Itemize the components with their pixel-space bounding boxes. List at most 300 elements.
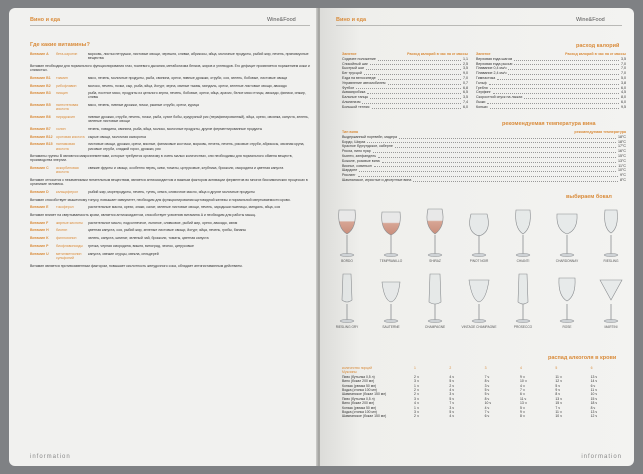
vitamin-sources: растительное масло, подсолнечное, льняное, оливковое, рыбий жир, орехи, авокадо, изюм [88,220,238,225]
row-label: Футбол [342,85,355,90]
dot-leader [388,81,461,85]
wine-glass-icon [554,272,580,324]
wine-glass [332,206,362,263]
alco-cell: 1 ч [414,383,419,388]
right-header-divider [336,25,622,26]
glass-label: BORDO [341,259,353,263]
row-label: Верховая езда шагом [476,56,513,61]
alco-cell: 11 ч [555,374,562,379]
row-label: Гольф [476,80,487,85]
vitamin-row [30,236,310,240]
alco-cell: 14 ч [590,379,598,384]
alco-cell: 18 ч [590,401,598,406]
vitamin-sources: молоко, печень, почки, сыр, рыба, яйца, йогурт, зерна, свиные тыквы, миндаль, орехи, зеленые листовые овощи, авокадо [88,83,287,88]
vitamin-row [30,91,310,99]
row-value: 5,0 [621,75,626,80]
vitamin-name: Витамин B1 [30,75,51,80]
row-label: Скоростной спуск на лыжах [476,95,523,100]
vitamin-row [30,135,310,139]
row-value: 17°С [617,144,626,149]
alco-table [342,366,626,419]
dot-leader [487,100,619,104]
row-value: 8,0 [621,95,626,100]
alco-header-cell: 1 [414,366,416,370]
row-value: 9,0 [463,71,468,76]
dot-leader [497,76,619,80]
dot-leader [370,62,461,66]
wine-glass-icon [510,272,536,324]
glass-label: MARTINI [604,325,618,329]
alco-cell: 2 ч [414,374,419,379]
row-value: 18°С [617,139,626,144]
alco-cell: 10 ч [519,379,527,384]
dot-leader [524,95,619,99]
glass-label: SAUTERNE [382,325,400,329]
temp-title: рекомендуемая температура вина [502,121,596,127]
alco-cell: 13 ч [555,396,562,401]
row-value: 10°С [617,168,626,173]
alco-cell: 8 ч [590,405,596,410]
alco-cell: 8 ч [484,396,490,401]
alco-row-label: Водка (стопка 100 мл) [342,410,377,415]
row-value: 16°С [617,149,626,154]
table-row [342,178,626,183]
alco-cell: 6 ч [590,383,596,388]
vitamin-name: Витамин B5 [30,103,51,108]
alco-cell: 4 ч [414,401,419,406]
vitamin-subname: бета-каротин [56,52,78,56]
alco-cell: 10 ч [484,401,492,406]
wine-glass [596,206,626,263]
wine-glass [376,206,406,263]
alco-cell: 3 ч [414,396,419,401]
row-value: 0,7 [463,80,468,85]
wine-glass [420,272,450,329]
row-label: Серфинг [476,90,491,95]
glass-label: ROSE [562,325,572,329]
wine-glass [376,272,406,329]
vitamin-sources: морковь, листья петрушки, листовые овощи, черешня, сливки, абрикосы, яйца, молочные продукты, рыбий жир, печень, пряновкусные вещества [88,52,309,61]
wine-glass-icon [422,272,448,324]
vitamin-subname: пангамовая кислота [56,142,75,151]
row-value: 7,4 [463,99,468,104]
vitamin-description: Витамин необходим для нормального функционирования глаз, тканевого дыхания, метаболизма белков, жиров и углеводов. Его дефицит проявляется поражением кожи и слизистых. [30,63,310,73]
wine-glass-icon [598,206,624,258]
vitamin-name: Витамин U [30,251,49,256]
alco-cell: 4 ч [519,383,525,388]
row-label: Гребля [476,85,488,90]
row-label: Кьянти, зинфандель [342,153,377,158]
alco-cell: 7 ч [519,388,525,393]
alco-cell: 3 ч [414,410,419,415]
dot-leader [367,140,616,144]
alco-cell: 3 ч [484,383,490,388]
vitamin-row [30,221,310,225]
dot-leader [490,105,619,109]
alco-cell: 2 ч [414,414,419,419]
dot-leader [490,86,619,90]
vitamin-sources: листовые овощи, дрожжи, орехи, мясные, финиковые косточки, морковь, печень, печень, рисовые отруби, абрикосы, овсяная крупа, рисовые отруби, сладкий горох, дрожжи, рис [88,142,305,151]
wine-glass-icon [378,272,404,324]
glass-label: RIESLING GRY [335,325,359,329]
alco-cell: 2 ч [414,392,419,397]
wine-glass [332,272,362,329]
alco-header-cell: 5 [555,366,558,370]
vitamin-row [30,103,310,111]
alco-row-label: Вино (бокал 200 мл) [342,379,375,384]
row-value: 6,0 [621,99,626,104]
vitamin-name: Витамин K [30,236,49,241]
alco-cell: 11 ч [519,396,527,401]
row-label: Сидячее положение [342,56,376,61]
row-value: 7,0 [621,61,626,66]
alco-cell: 15 ч [590,396,598,401]
alco-cell: 13 ч [590,410,598,415]
wine-glass-icon [510,206,536,258]
wine-glass [596,272,626,329]
glass-label: SHIRAZ [429,259,441,263]
vitamin-row [30,252,310,260]
alco-cell: 5 ч [449,396,454,401]
vitamin-sources: пивные дрожжи, отруби, печень, почки, рыба, сухие бобы, кукурузный рис (нерафинированный), яйца, орехи, овсянка, капуста, зелень, зеленые листовые овощи [88,115,309,124]
glass-label: PINOT NOIR [469,259,489,263]
glass-label: RIESLING [603,259,619,263]
vitamin-name: Витамин B6 [30,115,51,120]
dot-leader [364,71,461,75]
dot-leader [358,173,618,177]
vitamin-subname: филлохинон [56,236,77,241]
vitamin-description: Витамин является противоязвенным фактором, повышает кислотность желудочного сока, обладает антигистаминным действием. [30,263,243,268]
row-value: 9,5 [621,104,626,109]
row-label: Бальные танцы [342,95,369,100]
alco-cell: 9 ч [519,374,525,379]
vitamin-name: Витамин B12 [30,134,53,139]
vitamin-name: Витамин D [30,189,49,194]
dot-leader [378,76,461,80]
row-label: Божоле, розовые вина [342,158,380,163]
alco-cell: 7 ч [484,374,490,379]
vitamin-subname: аскорбиновая кислота [56,166,79,175]
wine-glass-icon [466,206,492,258]
dot-leader [395,144,616,148]
alco-row-label: Водка (стопка 100 мл) [342,388,377,393]
vitamin-sources: гречка, черная смородина, вишня, виноград, чеснок, цитрусовые [88,243,194,248]
dot-leader [399,135,616,139]
vitamin-name: Витамин P [30,243,49,248]
alco-cell: 5 ч [484,388,490,393]
alco-header-cell: 2 [449,366,452,370]
alco-cell: 4 ч [484,405,490,410]
alco-title: распад алкоголя в крови [548,355,617,361]
vitamin-description: Витамин влияет на свертываемость крови, является антиоксидантом, способствует усвоению витамина A и необходим для работы мышц. [30,213,256,218]
alco-row-label: Шампанское (бокал 150 мл) [342,392,387,397]
wine-glass-icon [422,206,448,258]
alco-header-cell: 4 [519,366,522,370]
vitamin-row [30,115,310,123]
alco-cell: 6 ч [519,392,525,397]
vitamin-sources: сырые овощи, молочная сыворотка [88,134,146,139]
alco-cell: 8 ч [484,379,490,384]
dot-leader [508,71,619,75]
vitamin-sources: рыбий жир, морепродукты, печень, тунец, семга, сливочное масло, яйца и другие молочные продукты [88,189,255,194]
row-label: Бордо, Шираз [342,139,366,144]
alco-cell: 12 ч [555,379,562,384]
row-label: Лыжи [476,99,486,104]
alco-cell: 1 ч [414,405,419,410]
left-header-section: Вино и еда [30,17,61,23]
alco-cell: 9 ч [555,388,560,393]
alco-cell: 11 ч [590,388,597,393]
row-label: Плавание 2,4 км/ч [476,71,507,76]
vitamin-description: Витамин относится к незаменимым питательным веществам, является антиоксидантом и важным фактором активации ферментов во многих биохимических процессах в организме человека. [30,178,308,187]
vitamin-sources: печень, говядина, свинина, рыба, яйца, молоко, молочные продукты, другие ферментированные продукты [88,126,263,131]
row-value: 18°С [617,134,626,139]
vitamin-sources: мясо, печень, молочные продукты, рыба, свинина, орехи, пивные дрожжи, отруби, соя, зелень, бобовые, листовые овощи [88,75,288,80]
vitamin-subname: пантотеновая кислота [56,103,79,112]
row-value: 7,0 [621,71,626,76]
alco-cell: 10 ч [555,414,562,419]
row-value: 6,5 [463,90,468,95]
row-value: 2,5 [463,61,468,66]
alco-row-label: Шампанское (бокал 150 мл) [342,414,387,419]
alco-cell: 5 ч [484,392,490,397]
vitamin-row [30,228,310,232]
alco-cell: 11 ч [555,410,562,415]
row-value: 9°С [619,173,626,178]
dot-leader [493,90,619,94]
alco-cell: 8 ч [519,414,525,419]
alco-cell: 6 ч [484,414,490,419]
dot-leader [514,57,619,61]
left-header-brand: Wine&Food [267,17,296,23]
right-header-section: Вино и еда [336,17,367,23]
left-page [9,8,318,466]
vitamin-list [30,52,310,271]
kcal-table-left: Занятие Расход калорий в час на кг массы Сидячее положение 1,1 Спокойный шаг 2,5 Быстрый шаг 3,5 Бег трусцой 9,0 Езда на велосипеде 7,0 Управление автомобилем 0,7 Футбол 6,8 Аквааэробика 6,5 Бальные танцы 3,5 Альпинизм 7,4 Большой теннис 6,0 [342,52,468,109]
vitamin-name: Витамин E [30,205,49,210]
vitamin-name: Витамин A [30,52,49,56]
row-label: Аквааэробика [342,90,366,95]
glass-label: CHIANTI [516,259,530,263]
vitamin-row [30,84,310,88]
vitamin-sources: цветная капуста, соя, рыбий жир, зеленые листовые овощи, йогурт, яйца, печень, грибы, бананы [88,228,246,233]
vitamin-subname: биотин [56,228,68,233]
vitamin-name: Витамин C [30,166,49,171]
row-label: Красное бургундское, каберне [342,144,393,149]
vitamin-row [30,190,310,194]
row-label: Бег трусцой [342,71,362,76]
vitamin-subname: ниацин [56,91,68,96]
dot-leader [378,154,616,158]
dot-leader [374,164,616,168]
alco-row-label: Вино (бокал 200 мл) [342,401,375,406]
wine-glass [552,272,582,329]
alco-cell: 5 ч [519,405,525,410]
vitamin-row [30,166,310,174]
row-value: 6,0 [621,85,626,90]
vitamin-description: Витамины группы B являются микроэлементами, которые требуются организму в очень малых количествах, они необходимы для нормального обмена веществ, производства энергии. [30,154,293,163]
dot-leader [359,168,616,172]
row-value: 8°С [619,177,626,182]
alco-subheader: Мужчины [342,370,357,375]
alco-cell: 7 ч [484,410,490,415]
row-value: 3,5 [463,66,468,71]
kcal-title: расход калорий [576,43,620,49]
vitamin-sources: свежие фрукты и овощи, особенно перец, киви, томаты, цитрусовые, клубника, брокколи, смородина и цветная капуста [88,166,284,171]
alco-cell: 7 ч [555,405,560,410]
vitamin-name: Витамин B15 [30,142,53,147]
table-row [476,105,626,110]
vitamin-name: Витамин H [30,228,49,233]
dot-leader [362,100,461,104]
row-label: Верховая езда рысью [476,61,513,66]
temp-table: Тип вина рекомендуемая температура Выдержанный портвейн, мадера 18°С Бордо, Шираз 18°С Красное бургундское, каберне 17°С Риоха, пино нуар 16°С Кьянти, зинфандель 15°С Божоле, розовые вина 13°С Вионье, совиньон 11°С Шардоне 10°С Рислинг 9°С Шампанское, игристые и десертные вина 8°С [342,130,626,182]
glass-label: PROSECCO [513,325,533,329]
dot-leader [370,95,461,99]
glasses-row-2 [332,272,626,329]
dot-leader [514,62,619,66]
vitamin-subname: холин [56,126,66,131]
row-label: Гимнастика [476,75,496,80]
row-value: 15°С [617,153,626,158]
left-footer: information [30,454,71,460]
vitamin-sources: зелень, капуста, шпинат, зеленый чай, брокколи, томаты, цветная капуста [88,236,209,241]
dot-leader [356,86,461,90]
alco-header-cell: 6 [590,366,593,370]
kcal-table-right: Занятие Расход калорий в час на кг массы Верховая езда шагом 3,5 Верховая езда рысью 7,0 Плавание 0,4 км/ч 7,0 Плавание 2,4 км/ч 7,0 Гимнастика 5,0 Гольф 3,8 Гребля 6,0 Серфинг 4,5 Скоростной спуск на лыжах 8,0 Лыжи 6,0 Коньки 9,5 [476,52,626,109]
row-label: Спокойный шаг [342,61,368,66]
glasses-row-1 [332,206,626,263]
wine-glass [420,206,450,263]
vitamin-name: Витамин B7 [30,126,51,131]
dot-leader [372,105,461,109]
row-label: Плавание 0,4 км/ч [476,66,507,71]
row-label: Управление автомобилем [342,80,386,85]
wine-glass-icon [378,206,404,258]
vitamin-subname: тиамин [56,75,68,80]
vitamin-sources: растительные масла, орехи, злаки, салат, зеленые листовые овощи, печень, зародыши пшеницы, миндаль, яйца, соя [88,205,281,210]
wine-glass [508,206,538,263]
alco-cell: 2 ч [449,383,454,388]
alco-cell: 4 ч [449,414,454,419]
alco-cell: 8 ч [555,392,560,397]
vitamin-name: Витамин B3 [30,91,51,96]
vitamin-subname: метилметионин сульфоний [56,251,82,260]
vitamin-row [30,127,310,131]
row-value: 6,8 [463,85,468,90]
alco-cell: 5 ч [555,383,560,388]
vitamin-name: Витамин B2 [30,83,51,88]
vitamin-sources: мясо, печень, пивные дрожжи, почки, ржаные отруби, орехи, курица [88,103,199,108]
glasses-title: выбираем бокал [566,194,612,200]
dot-leader [413,178,618,182]
alco-cell: 2 ч [414,388,419,393]
alco-cell: 3 ч [414,379,419,384]
wine-glass-icon [466,272,492,324]
alco-cell: 12 ч [590,414,598,419]
vitamin-sources: рыба, постное мясо, продукты из цельного зерна, печень, бобовые, орехи, яйца, арахис, белое мясо птицы, авокадо, финики, инжир, сливы [88,91,306,100]
alco-cell: 4 ч [449,388,454,393]
left-header-divider [30,25,310,26]
wine-glass [464,206,494,263]
vitamin-sources: капуста, свежие огурцы, свекла, сельдерей [88,251,159,256]
row-value: 3,5 [621,56,626,61]
dot-leader [489,81,619,85]
vitamin-row [30,142,310,150]
vitamin-subname: биофлавоноиды [56,243,83,248]
alco-header-cell: 3 [484,366,487,370]
glass-label: TEMPRANILLO [379,259,403,263]
wine-glass [552,206,582,263]
alco-row-label: Коньяк (рюмка 50 мл) [342,383,377,388]
dot-leader [373,149,616,153]
row-label: Вионье, совиньон [342,163,372,168]
alco-cell: 5 ч [449,379,454,384]
row-label: Шампанское, игристые и десертные вина [342,177,412,182]
row-value: 4,5 [621,90,626,95]
wine-glass-icon [554,206,580,258]
row-label: Быстрый шаг [342,66,365,71]
wine-glass-icon [334,206,360,258]
vitamin-subname: рибофлавин [56,83,77,88]
table-row [342,105,468,110]
row-value: 7,0 [621,66,626,71]
alco-cell: 3 ч [449,392,454,397]
row-value: 11°С [618,163,626,168]
wine-glass-icon [334,272,360,324]
vitamin-description: Витамин способствует мышечному тонусу, повышает иммунитет, необходим для функционирования щитовидной железы и нормальной свертываемости крови. [30,197,291,202]
dot-leader [367,90,461,94]
alco-cell: 7 ч [449,401,454,406]
alco-cell: 4 ч [449,374,454,379]
vitamins-title: Где какие витамины? [30,42,90,48]
alco-cell: 10 ч [590,392,598,397]
row-value: 3,8 [621,80,626,85]
alco-cell: 3 ч [449,405,454,410]
wine-glass [508,272,538,329]
alco-row-label: Пиво (бутылка 0,5 л) [342,374,375,379]
vitamin-row [30,76,310,80]
row-value: 7,0 [463,75,468,80]
alco-row-label: Пиво (бутылка 0,5 л) [342,396,375,401]
alco-cell: 5 ч [449,410,454,415]
vitamin-subname: токоферол [56,205,74,210]
vitamin-row [30,205,310,209]
alco-cell: 13 ч [590,374,598,379]
dot-leader [366,66,461,70]
alco-cell: 13 ч [519,401,527,406]
alco-cell: 15 ч [555,401,562,406]
vitamin-subname: жирные кислоты [56,220,83,225]
right-header-brand: Wine&Food [576,17,605,23]
glass-label: VINTAGE CHAMPAGNE [461,325,497,329]
alco-header-cell: количество порций [342,366,373,370]
row-label: Большой теннис [342,104,370,109]
vitamin-row [30,52,310,60]
row-value: 13°С [617,158,626,163]
row-label: Выдержанный портвейн, мадера [342,134,397,139]
row-label: Риоха, пино нуар [342,149,371,154]
dot-leader [382,159,616,163]
row-label: Шардоне [342,168,358,173]
dot-leader [508,66,619,70]
vitamin-subname: пиридоксин [56,115,75,120]
alco-row-label: Коньяк (рюмка 50 мл) [342,405,377,410]
vitamin-subname: кальциферол [56,189,79,194]
row-value: 6,0 [463,104,468,109]
vitamin-subname: оротовая кислота [56,134,85,139]
row-label: Коньки [476,104,488,109]
